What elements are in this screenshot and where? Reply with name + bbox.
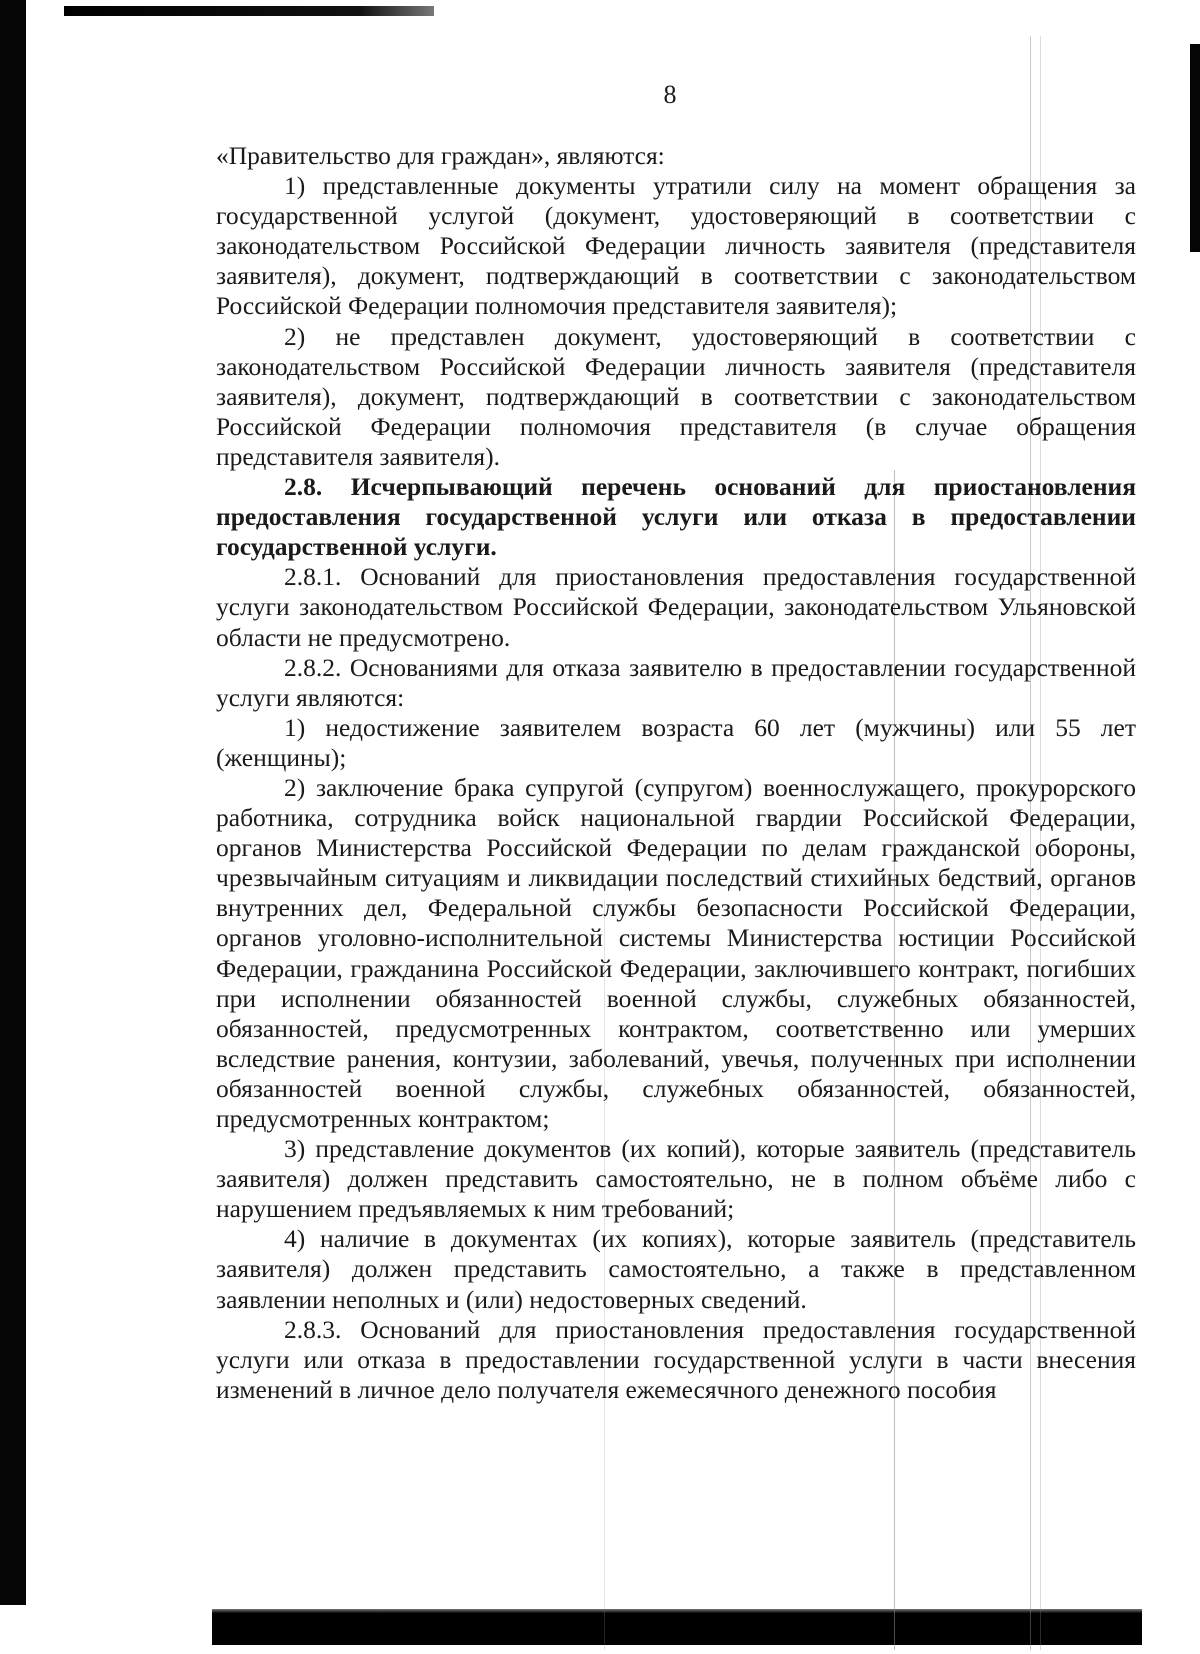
- refusal-ground-3: 3) представление документов (их копий), которые заявитель (представитель заявителя) должен представить самостоятельно, не в полном объёме либо с нарушением предъявляемых к ним требований;: [216, 1134, 1136, 1224]
- clause-2-8-3: 2.8.3. Оснований для приостановления предоставления государственной услуги или отказа в предоставлении государственной услуги в части внесения изменений в личное дело получателя ежемесячного денежного пособия: [216, 1314, 1136, 1404]
- scan-bottom-bar: [212, 1609, 1142, 1645]
- scan-right-bar: [1190, 44, 1200, 252]
- clause-2-8-2: 2.8.2. Основаниями для отказа заявителю в предоставлении государственной услуги являются:: [216, 652, 1136, 712]
- scan-top-bar: [64, 6, 434, 16]
- scan-left-edge: [0, 0, 26, 1605]
- document-body: [216, 141, 1136, 1405]
- refusal-ground-2: 2) заключение брака супругой (супругом) военнослужащего, прокурорского работника, сотрудника войск национальной гвардии Российской Федерации, органов Министерства Российской Федерации по делам гражданской обороны, чрезвычайным ситуациям и ликвидации последствий стихийных бедствий, органов внутренних дел, Федеральной службы безопасности Российской Федерации, органов уголовно-исполнительной системы Министерства юстиции Российской Федерации, гражданина Российской Федерации, заключившего контракт, погибших при исполнении обязанностей военной службы, служебных обязанностей, обязанностей, предусмотренных контрактом, соответственно или умерших вследствие ранения, контузии, заболеваний, увечья, полученных при исполнении обязанностей военной службы, служебных обязанностей, обязанностей, предусмотренных контрактом;: [216, 772, 1136, 1133]
- clause-2-8-1: 2.8.1. Оснований для приостановления предоставления государственной услуги законодательством Российской Федерации, законодательством Ульяновской области не предусмотрено.: [216, 562, 1136, 652]
- section-heading-2-8: 2.8. Исчерпывающий перечень оснований для приостановления предоставления государственной услуги или отказа в предоставлении государственной услуги.: [216, 472, 1136, 562]
- page-number: 8: [663, 80, 677, 109]
- refusal-ground-1: 1) недостижение заявителем возраста 60 лет (мужчины) или 55 лет (женщины);: [216, 712, 1136, 772]
- paragraph-continuation: «Правительство для граждан», являются:: [216, 141, 665, 170]
- refusal-ground-4: 4) наличие в документах (их копиях), которые заявитель (представитель заявителя) должен представить самостоятельно, а также в представленном заявлении неполных и (или) недостоверных сведений.: [216, 1224, 1136, 1314]
- list-item-1-expired-documents: 1) представленные документы утратили силу на момент обращения за государственной услугой (документ, удостоверяющий в соответствии с законодательством Российской Федерации личность заявителя (представителя заявителя), документ, подтверждающий в соответствии с законодательством Российской Федерации полномочия представителя заявителя);: [216, 171, 1136, 321]
- list-item-2-missing-document: 2) не представлен документ, удостоверяющий в соответствии с законодательством Российской Федерации личность заявителя (представителя заявителя), документ, подтверждающий в соответствии с законодательством Российской Федерации полномочия представителя (в случае обращения представителя заявителя).: [216, 321, 1136, 471]
